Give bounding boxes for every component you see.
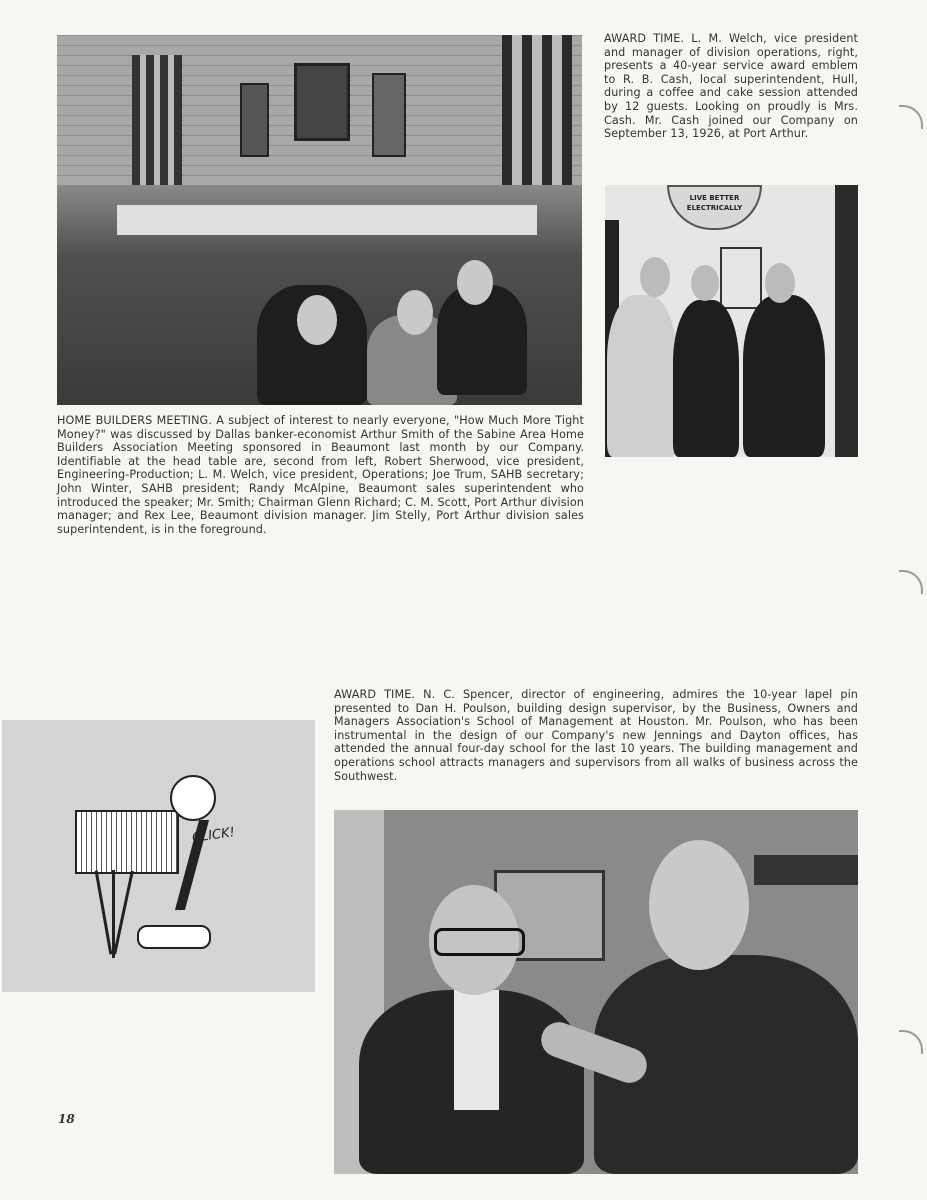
home-builders-meeting-photo (57, 35, 582, 405)
camera-icon (75, 810, 179, 874)
page-number: 18 (58, 1112, 75, 1126)
award-poulson-photo (334, 810, 858, 1174)
banner-line-1: LIVE BETTER (689, 194, 740, 202)
award-cash-photo (605, 185, 858, 457)
home-builders-caption: HOME BUILDERS MEETING. A subject of interest to nearly everyone, "How Much More Tight Money?" was discussed by Dallas banker-economist Arthur Smith of the Sabine Area Home Builders Association Meeting sponsored in Beaumont last month by our Company. Identifiable at the head table are, second from left, Robert Sherwood, vice president, Engineering-Production; L. M. Welch, vice president, Operations; Joe Trum, SAHB secretary; John Winter, SAHB president; Randy McAlpine, Beaumont sales superintendent who introduced the speaker; Mr. Smith; Chairman Glenn Richard; C. M. Scott, Port Arthur division manager; and Rex Lee, Beaumont division manager. Jim Stelly, Port Arthur division sales superintendent, is in the foreground. (57, 414, 584, 536)
banner-line-2: ELECTRICALLY (686, 204, 743, 212)
award-poulson-caption: AWARD TIME. N. C. Spencer, director of engineering, admires the 10-year lapel pin presented to Dan H. Poulson, building design supervisor, by the Business, Owners and Managers Association's School of Management at Houston. Mr. Poulson, who has been instrumental in the design of our Company's new Jennings and Dayton offices, has attended the annual four-day school for the last 10 years. The building management and operations school attracts managers and supervisors from all walks of business across the Southwest. (334, 688, 858, 783)
click-sound: CLICK! (191, 825, 236, 846)
binder-hole-top (899, 105, 923, 129)
award-cash-caption: AWARD TIME. L. M. Welch, vice president and manager of division operations, right, presents a 40-year service award emblem to R. B. Cash, local superintendent, Hull, during a coffee and cake session attended by 12 guests. Looking on proudly is Mrs. Cash. Mr. Cash joined our Company on September 13, 1926, at Port Arthur. (604, 32, 858, 141)
reddy-head (170, 775, 216, 821)
binder-hole-middle (899, 570, 923, 594)
reddy-kilowatt-cartoon (2, 720, 315, 992)
binder-hole-bottom (899, 1030, 923, 1054)
banner-electrically (667, 185, 762, 230)
